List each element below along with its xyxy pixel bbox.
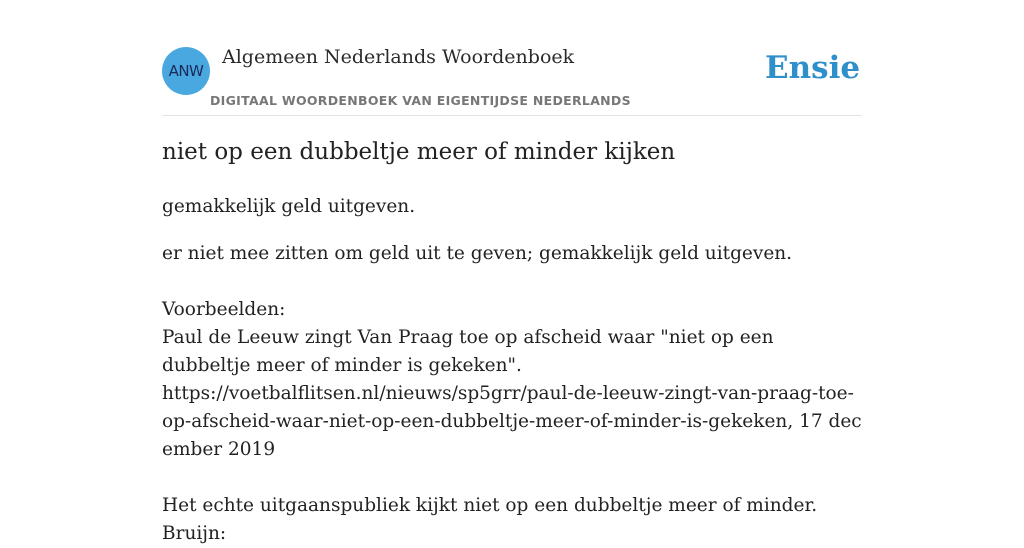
example-quote: Paul de Leeuw zingt Van Praag toe op afscheid waar "niet op een dubbeltje meer of minder is gekeken". (162, 327, 774, 376)
example-source: https://voetbalflitsen.nl/nieuws/sp5grr/paul-de-leeuw-zingt-van-praag-toe-op-afscheid-waar-niet-op-een-dubbeltje-meer-of-minder-is-gekeken, 17 december 2019 (162, 383, 862, 460)
examples-label: Voorbeelden: (162, 299, 286, 320)
source-subtitle: DIGITAAL WOORDENBOEK VAN EIGENTIJDSE NEDERLANDS (210, 93, 631, 108)
short-definition: gemakkelijk geld uitgeven. (162, 196, 416, 217)
entry-content (162, 193, 862, 548)
logo-text: ANW (168, 62, 204, 80)
source-title[interactable]: Algemeen Nederlands Woordenboek (222, 46, 575, 68)
ensie-brand-logo[interactable]: Ensie (765, 50, 861, 86)
example-quote: Het echte uitgaanspubliek kijkt niet op een dubbeltje meer of minder. Bruijn: (162, 495, 818, 544)
entry-term: niet op een dubbeltje meer of minder kijken (162, 139, 676, 165)
long-definition: er niet mee zitten om geld uit te geven; gemakkelijk geld uitgeven. (162, 243, 793, 264)
header-divider (162, 115, 862, 116)
anw-logo[interactable] (162, 47, 210, 95)
